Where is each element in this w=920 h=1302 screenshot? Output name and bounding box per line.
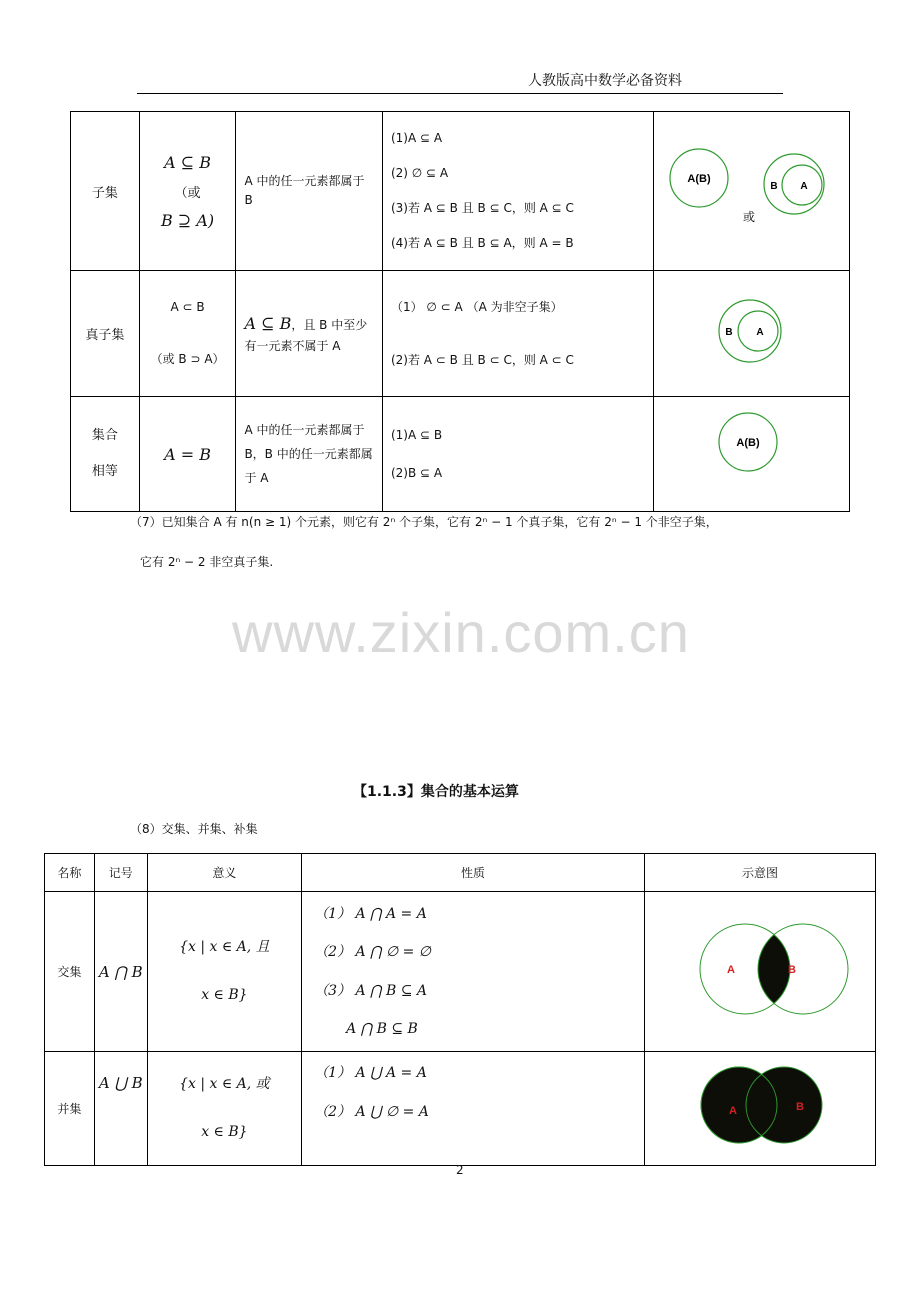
meaning-line: x ∈ B} bbox=[201, 1123, 248, 1140]
subset-diagram bbox=[654, 112, 849, 266]
property-item: (2)若 A ⊂ B 且 B ⊂ C，则 A ⊂ C bbox=[390, 352, 574, 367]
property-item: (4)若 A ⊆ B 且 B ⊆ A，则 A = B bbox=[390, 235, 574, 250]
column-header: 名称 bbox=[45, 854, 95, 892]
symbol-line: （或 bbox=[174, 185, 201, 201]
row-meaning bbox=[236, 271, 383, 397]
row-symbol: A ⋂ B bbox=[94, 892, 147, 1052]
row-symbol bbox=[139, 112, 236, 271]
paragraph-7-line2: 它有 2ⁿ − 2 非空真子集. bbox=[140, 555, 274, 569]
meaning-line: x ∈ B} bbox=[201, 986, 248, 1003]
row-meaning bbox=[147, 892, 301, 1052]
row-diagram bbox=[653, 112, 849, 271]
row-diagram bbox=[653, 397, 849, 512]
equal-diagram bbox=[654, 397, 849, 507]
column-header: 意义 bbox=[147, 854, 301, 892]
property-item: (2)B ⊆ A bbox=[390, 466, 443, 480]
symbol-line: A ⊂ B bbox=[170, 300, 205, 314]
diagram-label: B bbox=[770, 181, 778, 192]
row-name: 交集 bbox=[45, 892, 95, 1052]
row-properties bbox=[302, 1052, 645, 1166]
diagram-or: 或 bbox=[742, 210, 755, 224]
property-item: (1)A ⊆ A bbox=[390, 131, 443, 146]
row-symbol: A ⋃ B bbox=[94, 1052, 147, 1166]
row-meaning bbox=[147, 1052, 301, 1166]
row-diagram bbox=[653, 271, 849, 397]
meaning-text: ，且 B 中至少有一元素不属于 A bbox=[244, 318, 368, 353]
venn-label-b: B bbox=[787, 964, 796, 976]
paragraph-7-line1: （7）已知集合 A 有 n(n ≥ 1) 个元素，则它有 2ⁿ 个子集，它有 2ⁿ − 1 个真子集，它有 2ⁿ − 1 个非空子集， bbox=[130, 515, 718, 529]
property-item: （1） A ⋃ A = A bbox=[314, 1065, 427, 1081]
watermark: www.zixin.com.cn bbox=[232, 601, 690, 664]
property-item: （1） ∅ ⊂ A （A 为非空子集） bbox=[390, 299, 563, 314]
section-title: 【1.1.3】集合的基本运算 bbox=[353, 784, 519, 800]
venn-label-b: B bbox=[795, 1101, 804, 1113]
row-meaning: A 中的任一元素都属于 B，B 中的任一元素都属于 A bbox=[236, 397, 383, 512]
column-header: 记号 bbox=[94, 854, 147, 892]
header-title: 人教版高中数学必备资料 bbox=[528, 73, 682, 89]
header-rule bbox=[137, 93, 783, 94]
meaning-math: A ⊆ B bbox=[244, 314, 292, 334]
row-properties bbox=[382, 271, 653, 397]
column-header: 性质 bbox=[302, 854, 645, 892]
table-header-row bbox=[45, 854, 876, 892]
meaning-line: {x | x ∈ A, 且 bbox=[179, 938, 270, 955]
diagram-label: A(B) bbox=[687, 173, 711, 185]
property-item: (2) ∅ ⊆ A bbox=[390, 166, 449, 181]
row-name bbox=[71, 397, 140, 512]
column-header: 示意图 bbox=[644, 854, 875, 892]
venn-label-a: A bbox=[728, 1105, 737, 1117]
symbol-line: A ⊆ B bbox=[164, 152, 212, 172]
page-number: 2 bbox=[456, 1163, 464, 1177]
intersection-venn bbox=[645, 892, 875, 1047]
symbol-line: （或 B ⊃ A） bbox=[150, 352, 225, 366]
property-item: （1） A ⋂ A = A bbox=[314, 905, 427, 922]
property-item: A ⋂ B ⊆ B bbox=[346, 1021, 418, 1037]
diagram-label: B bbox=[725, 327, 733, 338]
row-name: 真子集 bbox=[71, 271, 140, 397]
row-properties bbox=[382, 112, 653, 271]
row-properties bbox=[302, 892, 645, 1052]
diagram-label: A bbox=[800, 181, 808, 192]
row-name: 并集 bbox=[45, 1052, 95, 1166]
table-row-intersection bbox=[45, 892, 876, 1052]
meaning-line: {x | x ∈ A, 或 bbox=[179, 1075, 270, 1092]
venn-label-a: A bbox=[726, 964, 735, 976]
row-diagram bbox=[644, 1052, 875, 1166]
circle-b bbox=[746, 1067, 822, 1143]
diagram-label: A(B) bbox=[736, 437, 760, 449]
proper-subset-diagram bbox=[654, 271, 849, 392]
property-item: (3)若 A ⊆ B 且 B ⊆ C，则 A ⊆ C bbox=[390, 201, 574, 215]
property-item: (1)A ⊆ B bbox=[390, 427, 443, 442]
property-item: （2） A ⋃ ∅ = A bbox=[314, 1103, 429, 1120]
union-venn bbox=[645, 1052, 875, 1161]
name-line: 相等 bbox=[91, 464, 118, 479]
row-properties bbox=[382, 397, 653, 512]
table-row-union bbox=[45, 1052, 876, 1166]
subset-table bbox=[70, 111, 850, 512]
table-row-subset bbox=[71, 112, 850, 271]
operations-table bbox=[44, 853, 876, 1166]
row-diagram bbox=[644, 892, 875, 1052]
paragraph-8: （8）交集、并集、补集 bbox=[130, 822, 258, 836]
name-line: 集合 bbox=[91, 427, 118, 443]
row-name: 子集 bbox=[71, 112, 140, 271]
property-item: （3） A ⋂ B ⊆ A bbox=[314, 982, 427, 999]
diagram-label: A bbox=[756, 327, 764, 338]
symbol-line: B ⊇ A) bbox=[161, 210, 215, 230]
row-symbol: A = B bbox=[139, 397, 236, 512]
property-item: （2） A ⋂ ∅ = ∅ bbox=[314, 944, 431, 960]
row-symbol bbox=[139, 271, 236, 397]
row-meaning: A 中的任一元素都属于 B bbox=[236, 112, 383, 271]
table-row-proper-subset bbox=[71, 271, 850, 397]
table-row-equal bbox=[71, 397, 850, 512]
